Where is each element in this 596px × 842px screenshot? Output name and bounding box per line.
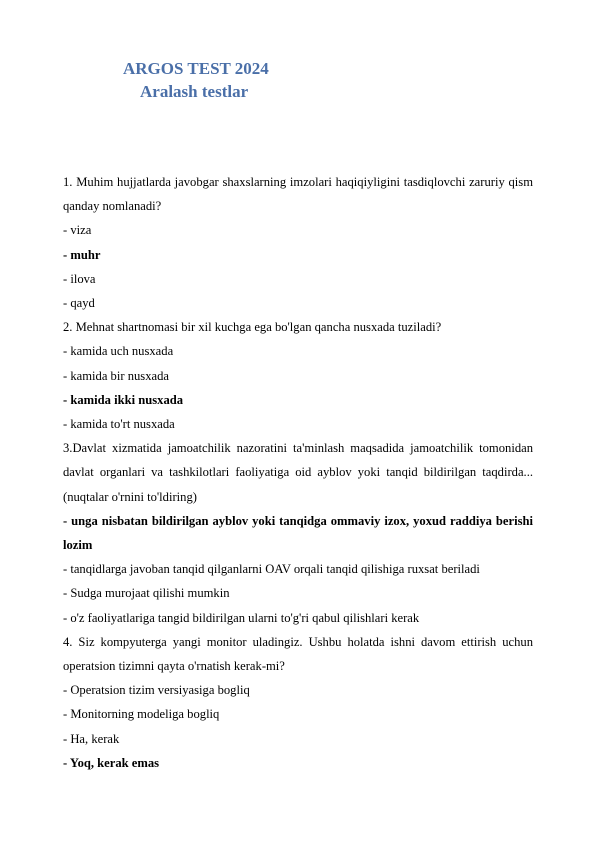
answer-option-correct: - muhr <box>63 247 101 262</box>
answer-option: - tanqidlarga javoban tanqid qilganlarni OAV orqali tanqid qilishiga ruxsat beriladi <box>63 562 480 577</box>
answer-option-correct: - kamida ikki nusxada <box>63 392 184 407</box>
page-subtitle: Aralash testlar <box>140 82 249 101</box>
answer-option: - kamida uch nusxada <box>63 344 174 359</box>
question-text: 3.Davlat xizmatida jamoatchilik nazoratini ta'minlash maqsadida jamoatchilik tomonidan davlat organlari va tashkilotlari faoliyatiga oid ayblov yoki tanqid bildirilgan taqdirda... (nuqtalar o'rnini to'ldiring) <box>63 441 533 504</box>
question-text: 4. Siz kompyuterga yangi monitor uladingiz. Ushbu holatda ishni davom ettirish uchun operatsion tizimni qayta o'rnatish kerak-mi? <box>63 634 533 674</box>
page-title: ARGOS TEST 2024 <box>123 59 269 78</box>
question-text: 1. Muhim hujjatlarda javobgar shaxslarning imzolari haqiqiyligini tasdiqlovchi zaruriy qism qanday nomlanadi? <box>63 175 533 214</box>
question-text: 2. Mehnat shartnomasi bir xil kuchga ega bo'lgan qancha nusxada tuziladi? <box>63 320 442 335</box>
answer-option: - kamida bir nusxada <box>63 368 169 383</box>
answer-option-correct: - unga nisbatan bildirilgan ayblov yoki tanqidga ommaviy izox, yoxud raddiya berishi lozim <box>63 513 533 553</box>
answer-option: - viza <box>63 223 92 238</box>
answer-option: - kamida to'rt nusxada <box>63 417 175 432</box>
answer-option: - ilova <box>63 271 96 286</box>
answer-option: - Ha, kerak <box>63 731 120 746</box>
answer-option: - Sudga murojaat qilishi mumkin <box>63 586 230 601</box>
answer-option: - o'z faoliyatlariga tangid bildirilgan ularni to'g'ri qabul qilishlari kerak <box>63 610 420 625</box>
questions-list <box>63 170 533 775</box>
answer-option-correct: - Yoq, kerak emas <box>63 755 160 770</box>
answer-option: - Monitorning modeliga bogliq <box>63 707 220 722</box>
answer-option: - Operatsion tizim versiyasiga bogliq <box>63 683 250 698</box>
answer-option: - qayd <box>63 296 95 311</box>
